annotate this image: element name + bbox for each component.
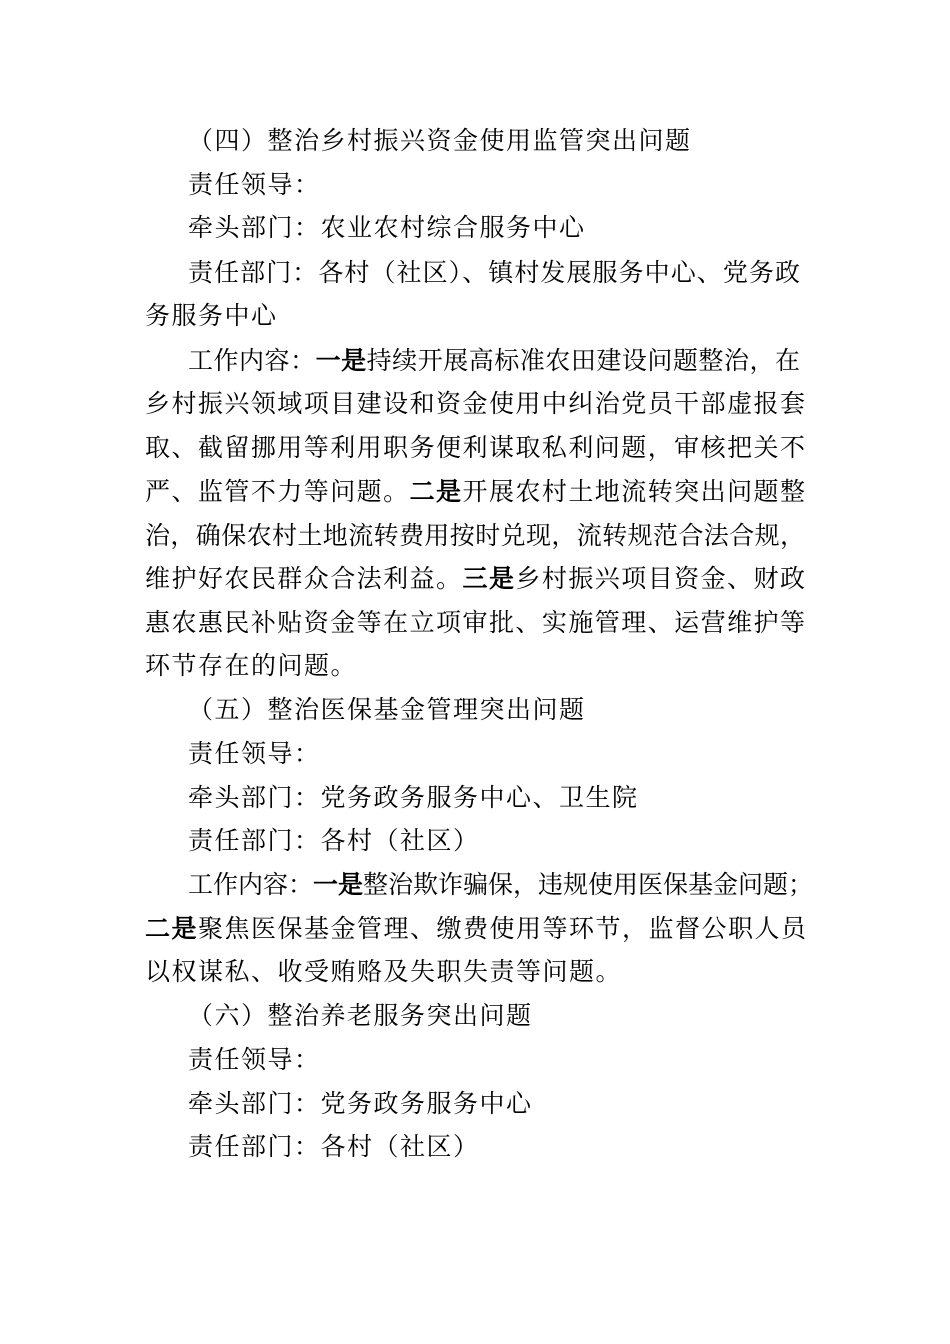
work-text: 持续开展高标准农田建设问题整治，在	[366, 346, 800, 375]
section-6-resp-dept: 责任部门：各村（社区）	[188, 1132, 480, 1161]
section-4-work-line2: 乡村振兴领域项目建设和资金使用中纠治党员干部虚报套	[145, 389, 805, 418]
section-5-heading: （五）整治医保基金管理突出问题	[188, 695, 586, 724]
work-text: 严、监管不力等问题。	[145, 477, 410, 506]
section-4-work-line7: 惠农惠民补贴资金等在立项审批、实施管理、运营维护等	[145, 608, 805, 637]
keyword-third: 三是	[462, 564, 516, 593]
section-5-work-line3: 以权谋私、收受贿赂及失职失责等问题。	[145, 957, 623, 986]
section-5-leader: 责任领导：	[188, 739, 321, 768]
section-4-resp-dept-line2: 务服务中心	[145, 301, 278, 330]
work-text: 乡村振兴项目资金、财政	[515, 564, 805, 593]
section-4-work-line1	[188, 344, 800, 378]
section-4-leader: 责任领导：	[188, 170, 321, 199]
work-label: 工作内容：	[188, 870, 314, 899]
section-5-work-line1	[188, 868, 814, 902]
keyword-first: 一是	[313, 870, 364, 899]
section-4-work-line4	[145, 475, 805, 509]
keyword-second: 二是	[145, 914, 199, 943]
section-4-heading: （四）整治乡村振兴资金使用监管突出问题	[188, 126, 692, 155]
section-5-resp-dept: 责任部门：各村（社区）	[188, 826, 480, 855]
section-4-work-line6	[145, 562, 805, 596]
section-4-lead-dept: 牵头部门：农业农村综合服务中心	[188, 213, 586, 242]
work-text: 维护好农民群众合法利益。	[145, 564, 463, 593]
section-4-resp-dept-line1: 责任部门：各村（社区）、镇村发展服务中心、党务政	[188, 258, 800, 287]
section-4-work-line5: 治，确保农村土地流转费用按时兑现，流转规范合法合规，	[145, 521, 805, 550]
work-text: 开展农村土地流转突出问题整	[462, 477, 805, 506]
section-6-leader: 责任领导：	[188, 1045, 321, 1074]
keyword-first: 一是	[315, 346, 367, 375]
section-5-work-line2	[145, 912, 808, 946]
keyword-second: 二是	[409, 477, 463, 506]
section-4-work-line8: 环节存在的问题。	[145, 651, 358, 680]
section-5-lead-dept: 牵头部门：党务政务服务中心、卫生院	[188, 783, 639, 812]
work-text: 聚焦医保基金管理、缴费使用等环节，监督公职人员	[198, 914, 808, 943]
section-6-lead-dept: 牵头部门：党务政务服务中心	[188, 1089, 533, 1118]
work-text: 整治欺诈骗保，违规使用医保基金问题；	[363, 870, 814, 899]
work-label: 工作内容：	[188, 346, 316, 375]
section-6-heading: （六）整治养老服务突出问题	[188, 1001, 533, 1030]
section-4-work-line3: 取、截留挪用等利用职务便利谋取私利问题，审核把关不	[145, 433, 805, 462]
